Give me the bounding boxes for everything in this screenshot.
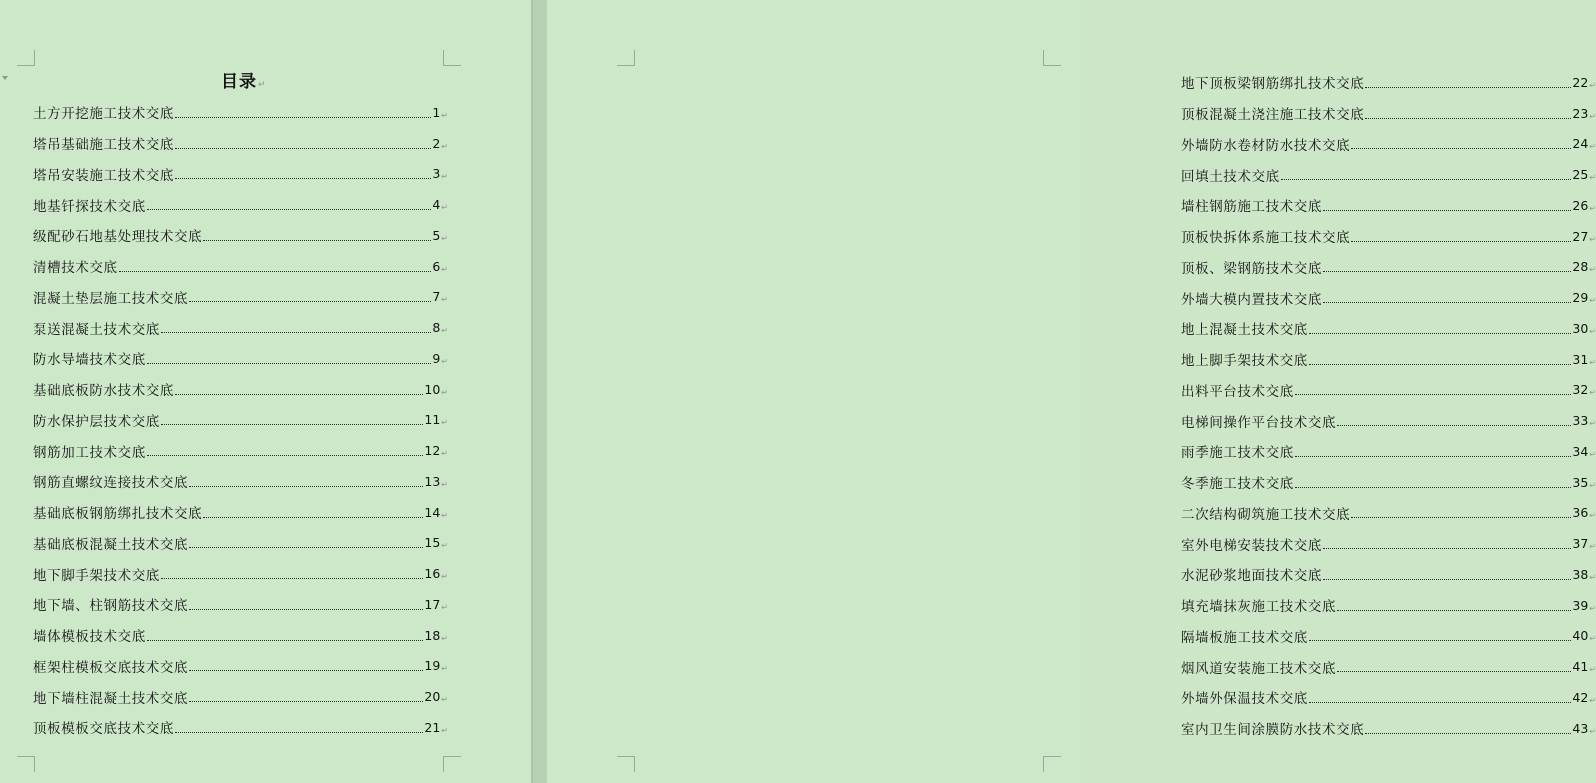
toc-entry-label: 外墙外保温技术交底 (1181, 691, 1308, 708)
toc-entry[interactable] (33, 405, 448, 436)
dot-leader (1365, 87, 1571, 88)
toc-entry[interactable] (33, 128, 448, 159)
toc-entry[interactable] (33, 589, 448, 620)
toc-entry-page-number: 12 (424, 443, 441, 459)
toc-entry-page-number: 40 (1572, 628, 1589, 644)
toc-entry[interactable] (1181, 98, 1596, 129)
paragraph-mark-icon: ↵ (441, 449, 448, 459)
dot-leader (203, 240, 431, 241)
dot-leader (203, 517, 423, 518)
paragraph-mark-icon: ↵ (1589, 726, 1596, 736)
toc-entry-page-number: 17 (424, 596, 441, 612)
toc-entry-label: 钢筋加工技术交底 (33, 444, 146, 461)
toc-entry[interactable] (1181, 528, 1596, 559)
margin-corner-bottom-right (443, 756, 461, 772)
toc-heading-text: 目录 (221, 72, 257, 92)
paragraph-mark-icon: ↵ (441, 203, 448, 213)
toc-entry[interactable] (1181, 375, 1596, 406)
dot-leader (189, 701, 423, 702)
toc-entry[interactable] (1181, 282, 1596, 313)
toc-entry[interactable] (33, 282, 448, 313)
paragraph-mark-icon: ↵ (441, 233, 448, 243)
toc-entry[interactable] (33, 620, 448, 651)
paragraph-mark-icon: ↵ (1589, 480, 1596, 490)
margin-corner-top-right (443, 50, 461, 66)
margin-corner-bottom-left (617, 756, 635, 772)
toc-entry-label: 隔墙板施工技术交底 (1181, 629, 1308, 646)
toc-entry-label: 泵送混凝土技术交底 (33, 321, 160, 338)
toc-entry[interactable] (1181, 713, 1596, 744)
paragraph-mark-icon: ↵ (1589, 142, 1596, 152)
toc-entry-label: 地上混凝土技术交底 (1181, 322, 1308, 339)
dot-leader (1365, 118, 1571, 119)
dot-leader (1323, 302, 1571, 303)
toc-entry-page-number: 28 (1572, 259, 1589, 275)
page-gutter (531, 0, 547, 783)
paragraph-mark-icon: ↵ (1589, 572, 1596, 582)
dot-leader (1351, 241, 1571, 242)
toc-entry[interactable] (33, 651, 448, 682)
toc-entry-page-number: 16 (424, 566, 441, 582)
dot-leader (147, 209, 432, 210)
dot-leader (1337, 671, 1571, 672)
margin-corner-bottom-right (1043, 756, 1061, 772)
toc-entry[interactable] (33, 466, 448, 497)
toc-entry-page-number: 6 (432, 258, 441, 274)
toc-entry-page-number: 35 (1572, 474, 1589, 490)
toc-heading[interactable] (221, 70, 267, 97)
margin-corner-bottom-left (17, 756, 35, 772)
toc-list-left (33, 97, 448, 743)
toc-entry[interactable] (1181, 252, 1596, 283)
toc-entry[interactable] (33, 312, 448, 343)
toc-entry[interactable] (1181, 344, 1596, 375)
toc-entry-label: 地下墙、柱钢筋技术交底 (33, 598, 189, 615)
paragraph-mark-icon: ↵ (441, 387, 448, 397)
toc-entry-page-number: 32 (1572, 382, 1589, 398)
dot-leader (1295, 487, 1572, 488)
paragraph-mark-icon: ↵ (441, 695, 448, 705)
dot-leader (1323, 548, 1571, 549)
page-edge-shadow (531, 0, 533, 783)
paragraph-mark-icon: ↵ (441, 326, 448, 336)
toc-entry-label: 框架柱模板交底技术交底 (33, 659, 189, 676)
paragraph-mark-icon: ↵ (441, 510, 448, 520)
toc-entry-page-number: 33 (1572, 413, 1589, 429)
toc-entry[interactable] (33, 159, 448, 190)
toc-entry-label: 防水导墙技术交底 (33, 352, 146, 369)
toc-entry[interactable] (1181, 682, 1596, 713)
toc-entry-page-number: 37 (1572, 536, 1589, 552)
margin-corner-top-left (17, 50, 35, 66)
paragraph-mark-icon: ↵ (441, 479, 448, 489)
toc-entry[interactable] (1181, 67, 1596, 98)
dot-leader (189, 547, 423, 548)
margin-corner-top-left (617, 50, 635, 66)
toc-entry-label: 顶板、梁钢筋技术交底 (1181, 260, 1322, 277)
dot-leader (1281, 179, 1572, 180)
toc-entry-page-number: 43 (1572, 720, 1589, 736)
dot-leader (1323, 579, 1571, 580)
toc-entry-label: 电梯间操作平台技术交底 (1181, 414, 1337, 431)
toc-entry-label: 填充墙抹灰施工技术交底 (1181, 599, 1337, 616)
paragraph-mark-icon: ↵ (441, 572, 448, 582)
toc-entry-page-number: 38 (1572, 566, 1589, 582)
paragraph-mark-icon: ↵ (441, 295, 448, 305)
toc-entry-label: 土方开挖施工技术交底 (33, 106, 174, 123)
toc-entry-page-number: 24 (1572, 136, 1589, 152)
document-page-right[interactable] (547, 0, 1596, 783)
toc-entry[interactable] (1181, 559, 1596, 590)
toc-entry-page-number: 36 (1572, 505, 1589, 521)
paragraph-mark-icon: ↵ (441, 664, 448, 674)
toc-entry[interactable] (1181, 190, 1596, 221)
toc-entry[interactable] (33, 343, 448, 374)
dot-leader (161, 332, 431, 333)
toc-entry-label: 出料平台技术交底 (1181, 383, 1294, 400)
toc-entry-label: 回填土技术交底 (1181, 168, 1280, 185)
toc-entry[interactable] (33, 558, 448, 589)
paragraph-mark-icon: ↵ (1589, 296, 1596, 306)
paragraph-mark-icon: ↵ (1589, 234, 1596, 244)
toc-entry-label: 塔吊基础施工技术交底 (33, 137, 174, 154)
paragraph-mark-icon: ↵ (1589, 326, 1596, 336)
toc-entry-page-number: 23 (1572, 105, 1589, 121)
toc-entry[interactable] (1181, 221, 1596, 252)
dot-leader (1309, 333, 1571, 334)
dot-leader (175, 117, 431, 118)
toc-entry-label: 墙体模板技术交底 (33, 629, 146, 646)
toc-entry[interactable] (33, 528, 448, 559)
toc-entry-label: 防水保护层技术交底 (33, 413, 160, 430)
paragraph-mark-icon: ↵ (441, 110, 448, 120)
paragraph-mark-icon: ↵ (441, 602, 448, 612)
paragraph-mark-icon: ↵ (1589, 203, 1596, 213)
dot-leader (147, 455, 424, 456)
toc-entry[interactable] (1181, 436, 1596, 467)
toc-entry-page-number: 20 (424, 689, 441, 705)
paragraph-mark-icon: ↵ (1589, 511, 1596, 521)
toc-entry-page-number: 14 (424, 504, 441, 520)
dot-leader (147, 640, 424, 641)
toc-entry-page-number: 34 (1572, 443, 1589, 459)
paragraph-mark-icon: ↵ (441, 541, 448, 551)
toc-list-right (1181, 67, 1596, 744)
toc-entry-page-number: 26 (1572, 197, 1589, 213)
toc-entry-page-number: 4 (432, 197, 441, 213)
toc-entry-page-number: 22 (1572, 74, 1589, 90)
dot-leader (1295, 394, 1572, 395)
toc-entry-label: 地下墙柱混凝土技术交底 (33, 690, 189, 707)
toc-entry-page-number: 31 (1572, 351, 1589, 367)
toc-entry[interactable] (33, 374, 448, 405)
dot-leader (175, 178, 431, 179)
toc-entry[interactable] (33, 97, 448, 128)
paragraph-mark-icon: ↵ (441, 141, 448, 151)
toc-entry-label: 地下顶板梁钢筋绑扎技术交底 (1181, 76, 1365, 93)
toc-entry-page-number: 7 (432, 289, 441, 305)
dot-leader (1351, 148, 1571, 149)
dot-leader (1295, 456, 1572, 457)
toc-entry-label: 顶板模板交底技术交底 (33, 721, 174, 738)
dot-leader (1309, 702, 1571, 703)
dot-leader (189, 609, 423, 610)
toc-entry[interactable] (33, 497, 448, 528)
toc-entry-label: 雨季施工技术交底 (1181, 445, 1294, 462)
toc-entry[interactable] (33, 681, 448, 712)
paragraph-mark-icon: ↵ (1589, 80, 1596, 90)
toc-entry-page-number: 9 (432, 350, 441, 366)
toc-entry-label: 级配砂石地基处理技术交底 (33, 229, 203, 246)
toc-entry-page-number: 29 (1572, 290, 1589, 306)
toc-entry-label: 水泥砂浆地面技术交底 (1181, 568, 1322, 585)
toc-entry[interactable] (1181, 313, 1596, 344)
toc-entry[interactable] (33, 189, 448, 220)
toc-entry-label: 塔吊安装施工技术交底 (33, 167, 174, 184)
dot-leader (175, 394, 423, 395)
toc-entry-label: 基础底板混凝土技术交底 (33, 536, 189, 553)
dot-leader (1309, 364, 1571, 365)
dot-leader (1337, 425, 1571, 426)
toc-entry-page-number: 27 (1572, 228, 1589, 244)
paragraph-mark-icon: ↵ (441, 172, 448, 182)
toc-entry[interactable] (1181, 405, 1596, 436)
toc-entry-label: 基础底板防水技术交底 (33, 383, 174, 400)
paragraph-mark-icon: ↵ (1589, 419, 1596, 429)
paragraph-mark-icon: ↵ (258, 80, 267, 90)
toc-entry-page-number: 8 (432, 320, 441, 336)
paragraph-mark-icon: ↵ (441, 418, 448, 428)
dot-leader (175, 732, 423, 733)
toc-entry-label: 墙柱钢筋施工技术交底 (1181, 199, 1322, 216)
toc-entry-page-number: 2 (432, 135, 441, 151)
toc-entry[interactable] (1181, 621, 1596, 652)
toc-entry[interactable] (1181, 129, 1596, 160)
toc-entry-page-number: 19 (424, 658, 441, 674)
dot-leader (189, 486, 423, 487)
dot-leader (1323, 210, 1571, 211)
toc-entry-label: 地上脚手架技术交底 (1181, 353, 1308, 370)
paragraph-mark-icon: ↵ (1589, 665, 1596, 675)
paragraph-mark-icon: ↵ (1589, 449, 1596, 459)
paragraph-mark-icon: ↵ (441, 633, 448, 643)
toc-entry[interactable] (1181, 651, 1596, 682)
toc-entry-label: 外墙大模内置技术交底 (1181, 291, 1322, 308)
toc-entry-page-number: 42 (1572, 689, 1589, 705)
toc-entry-label: 室外电梯安装技术交底 (1181, 537, 1322, 554)
dot-leader (189, 301, 431, 302)
dot-leader (161, 424, 423, 425)
dot-leader (119, 271, 432, 272)
toc-entry-page-number: 13 (424, 473, 441, 489)
toc-entry-page-number: 39 (1572, 597, 1589, 613)
toc-entry-page-number: 5 (432, 227, 441, 243)
dot-leader (1365, 733, 1571, 734)
toc-entry-page-number: 15 (424, 535, 441, 551)
dot-leader (1337, 610, 1571, 611)
toc-entry[interactable] (33, 220, 448, 251)
toc-entry-label: 基础底板钢筋绑扎技术交底 (33, 506, 203, 523)
toc-entry[interactable] (1181, 590, 1596, 621)
paragraph-mark-icon: ↵ (1589, 542, 1596, 552)
paragraph-mark-icon: ↵ (1589, 357, 1596, 367)
document-page-left[interactable] (0, 0, 531, 783)
toc-entry-label: 顶板快拆体系施工技术交底 (1181, 230, 1351, 247)
toc-entry-label: 冬季施工技术交底 (1181, 476, 1294, 493)
toc-entry-label: 清槽技术交底 (33, 260, 118, 277)
toc-entry-page-number: 1 (432, 104, 441, 120)
toc-entry-label: 外墙防水卷材防水技术交底 (1181, 137, 1351, 154)
dot-leader (1309, 640, 1571, 641)
toc-entry-label: 地基钎探技术交底 (33, 198, 146, 215)
paragraph-mark-icon: ↵ (1589, 603, 1596, 613)
paragraph-mark-icon: ↵ (1589, 634, 1596, 644)
toc-entry-page-number: 21 (424, 719, 441, 735)
toc-entry-label: 钢筋直螺纹连接技术交底 (33, 475, 189, 492)
paragraph-mark-icon: ↵ (441, 264, 448, 274)
toc-entry-label: 顶板混凝土浇注施工技术交底 (1181, 107, 1365, 124)
toc-entry[interactable] (1181, 498, 1596, 529)
margin-corner-top-right (1043, 50, 1061, 66)
toc-entry-page-number: 41 (1572, 659, 1589, 675)
dot-leader (1351, 517, 1571, 518)
toc-entry[interactable] (33, 712, 448, 743)
toc-entry-label: 室内卫生间涂膜防水技术交底 (1181, 722, 1365, 739)
paragraph-mark-icon: ↵ (441, 356, 448, 366)
paragraph-mark-icon: ↵ (1589, 265, 1596, 275)
toc-entry-label: 烟风道安装施工技术交底 (1181, 660, 1337, 677)
toc-entry-page-number: 30 (1572, 320, 1589, 336)
toc-entry-label: 二次结构砌筑施工技术交底 (1181, 506, 1351, 523)
collapse-heading-icon[interactable] (2, 76, 8, 80)
dot-leader (1323, 271, 1571, 272)
toc-entry[interactable] (33, 435, 448, 466)
dot-leader (175, 148, 431, 149)
toc-entry-label: 混凝土垫层施工技术交底 (33, 290, 189, 307)
paragraph-mark-icon: ↵ (1589, 388, 1596, 398)
toc-entry[interactable] (1181, 467, 1596, 498)
dot-leader (189, 670, 423, 671)
paragraph-mark-icon: ↵ (441, 725, 448, 735)
dot-leader (161, 578, 423, 579)
toc-entry-page-number: 25 (1572, 167, 1589, 183)
toc-entry-page-number: 10 (424, 381, 441, 397)
dot-leader (147, 363, 432, 364)
toc-entry-label: 地下脚手架技术交底 (33, 567, 160, 584)
paragraph-mark-icon: ↵ (1589, 111, 1596, 121)
toc-entry-page-number: 18 (424, 627, 441, 643)
toc-entry-page-number: 11 (424, 412, 441, 428)
paragraph-mark-icon: ↵ (1589, 695, 1596, 705)
paragraph-mark-icon: ↵ (1589, 173, 1596, 183)
toc-entry-page-number: 3 (432, 166, 441, 182)
toc-entry[interactable] (1181, 159, 1596, 190)
toc-entry[interactable] (33, 251, 448, 282)
